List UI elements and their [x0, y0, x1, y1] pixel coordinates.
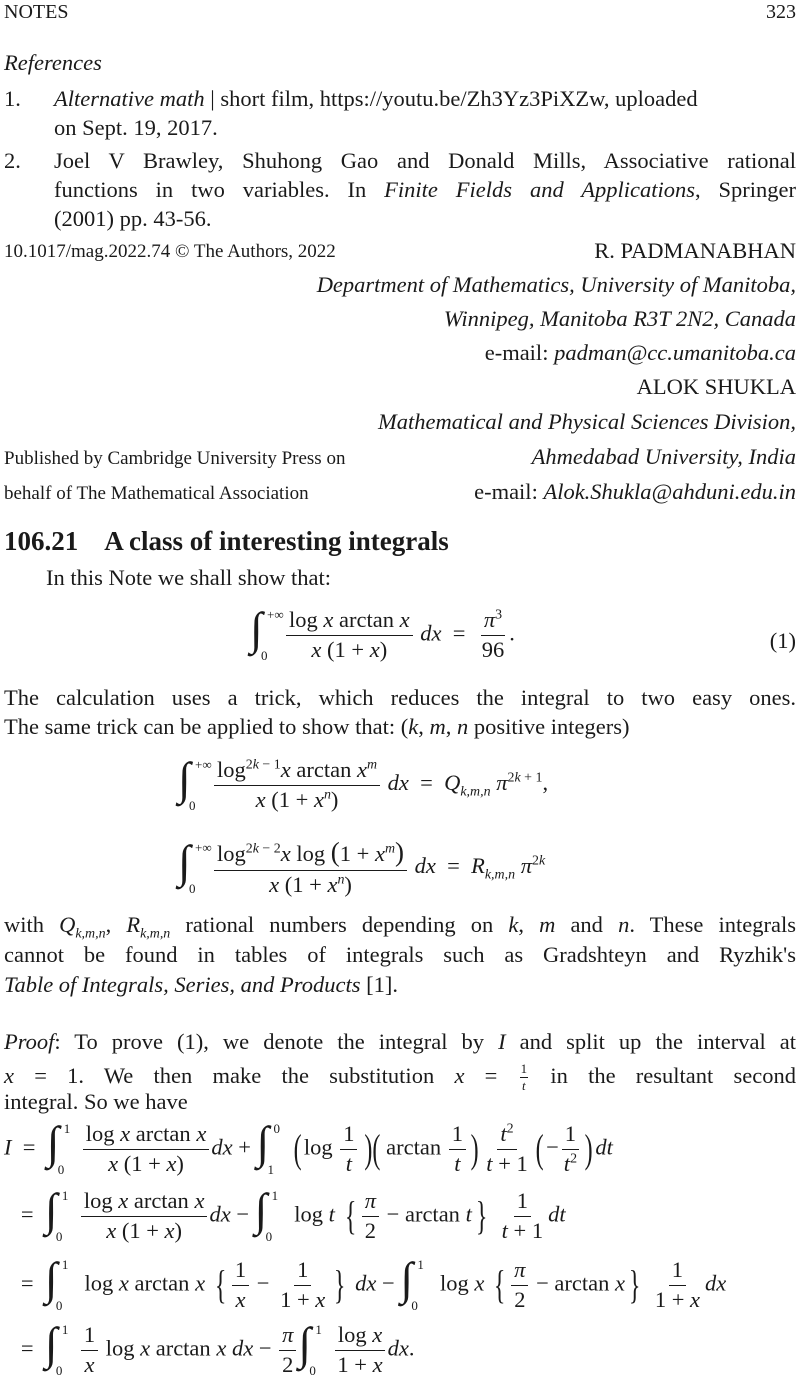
author-affiliation-1a: Department of Mathematics, University of Manitoba,	[316, 272, 796, 297]
reference-text: , Springer	[694, 177, 796, 202]
paragraph-1-line1: The calculation uses a trick, which reduces the integral to two easy ones.	[4, 685, 796, 710]
author-name-1: R. PADMANABHAN	[594, 238, 796, 263]
paragraph-2-line1: with $Q_{k,m,n}$, $R_{k,m,n}$ rational numbers depending on k, m and n. These integrals	[4, 912, 796, 942]
references-heading: References	[4, 50, 102, 75]
integral-sign: ∫ +∞ 0	[250, 603, 284, 664]
running-header-section: NOTES	[4, 1, 69, 23]
author-affiliation-1b: Winnipeg, Manitoba R3T 2N2, Canada	[443, 306, 796, 331]
author-name-2: ALOK SHUKLA	[636, 374, 796, 399]
proof-line3: integral. So we have	[4, 1089, 188, 1114]
article-title-text: A class of interesting integrals	[104, 526, 449, 556]
reference-date: on Sept. 19, 2017.	[54, 115, 218, 140]
doi-copyright: 10.1017/mag.2022.74 © The Authors, 2022	[4, 241, 336, 262]
publisher-line2: behalf of The Mathematical Association	[4, 483, 309, 504]
paragraph-2-line3	[4, 974, 796, 997]
author-affiliation-2b: Ahmedabad University, India	[531, 444, 796, 469]
paragraph-2-line2: cannot be found in tables of integrals such as Gradshteyn and Ryzhik's	[4, 942, 796, 967]
integral-sign: ∫ +∞ 0	[178, 753, 212, 814]
reference-number: 1.	[4, 86, 21, 111]
equation-3: ∫ +∞ 0 $\frac{\log^{2k - 2}x \log (1 + x^m)}{x (1 + x^n)}$ dx = $R_{k,m,n}$ $\pi^{2k}$	[178, 835, 546, 897]
email-label: e-mail:	[484, 340, 555, 365]
citation: [1].	[360, 972, 398, 997]
derivation-line-1: I = ∫ 1 0 $\frac{\text{log x arctan x}}{x (1 + x)}$ dx + ∫ 0 1 ( log $\frac{1}{t}$ )( arctan $\frac{1}{t}$ ) $\frac{t^2}{t + 1}$ ( − $\frac{1}{t^2}$ ) dt	[4, 1117, 613, 1178]
author-affiliation-2a: Mathematical and Physical Sciences Division,	[377, 409, 796, 434]
equation-2: ∫ +∞ 0 $\frac{\log^{2k - 1}x \arctan x^m}{x (1 + x^n)}$ dx = $Q_{k,m,n}$ $\pi^{2k + 1}$,	[178, 753, 549, 814]
article-number: 106.21	[4, 526, 79, 556]
equation-1: ∫ +∞ 0 $\frac{\text{log x arctan x}}{x (1 + x)}$ dx = $\frac{\pi^3}{96}$ .	[250, 603, 515, 664]
reference-text-line1: Joel V Brawley, Shuhong Gao and Donald Mills, Associative rational	[54, 148, 796, 173]
page-number: 323	[766, 1, 796, 23]
reference-text-line3: (2001) pp. 43-56.	[54, 206, 212, 231]
equation-number-1: (1)	[769, 628, 796, 653]
article-title	[4, 528, 449, 555]
intro-text: In this Note we shall show that:	[46, 565, 331, 590]
paragraph-1-line2: The same trick can be applied to show that: (k, m, n positive integers)	[4, 714, 630, 739]
author-email-1[interactable]: padman@cc.umanitoba.ca	[554, 340, 796, 365]
derivation-line-4: = ∫ 1 0 $\frac{1}{x}$ log x arctan x dx − $\frac{\pi}{2}$ ∫ 1 0 $\frac{\text{log x}}{1 + x}$ dx.	[4, 1318, 415, 1379]
integral-sign: ∫ +∞ 0	[178, 835, 212, 896]
proof-line1: Proof: To prove (1), we denote the integral by I and split up the interval at	[4, 1029, 796, 1054]
reference-number: 2.	[4, 148, 21, 173]
author-email-2[interactable]: Alok.Shukla@ahduni.edu.in	[543, 479, 796, 504]
derivation-line-3: = ∫ 1 0 log x arctan x { $\frac{1}{x}$ − $\frac{1}{1 + x}$ } dx − ∫ 1 0 log x { $\frac{\pi}{2}$ − arctan x} $\frac{1}{1 + x}$ dx	[4, 1253, 727, 1314]
proof-line2: x = 1. We then make the substitution x = $\frac{1}{t}$ in the resultant second	[4, 1061, 796, 1094]
reference-title: Alternative math	[54, 86, 205, 111]
email-label: e-mail:	[474, 479, 544, 504]
book-title: Table of Integrals, Series, and Products	[4, 972, 361, 997]
reference-book-title: Finite Fields and Applications	[384, 177, 695, 202]
reference-link-text[interactable]: | short film, https://youtu.be/Zh3Yz3PiXZw, uploaded	[204, 86, 698, 111]
reference-text: functions in two variables. In	[54, 177, 385, 202]
derivation-line-2: = ∫ 1 0 $\frac{\text{log x arctan x}}{x (1 + x)}$ dx − ∫ 1 0 log t { $\frac{\pi}{2}$ − arctan t} $\frac{1}{t + 1}$ dt	[4, 1184, 566, 1245]
publisher-line1: Published by Cambridge University Press on	[4, 448, 346, 469]
